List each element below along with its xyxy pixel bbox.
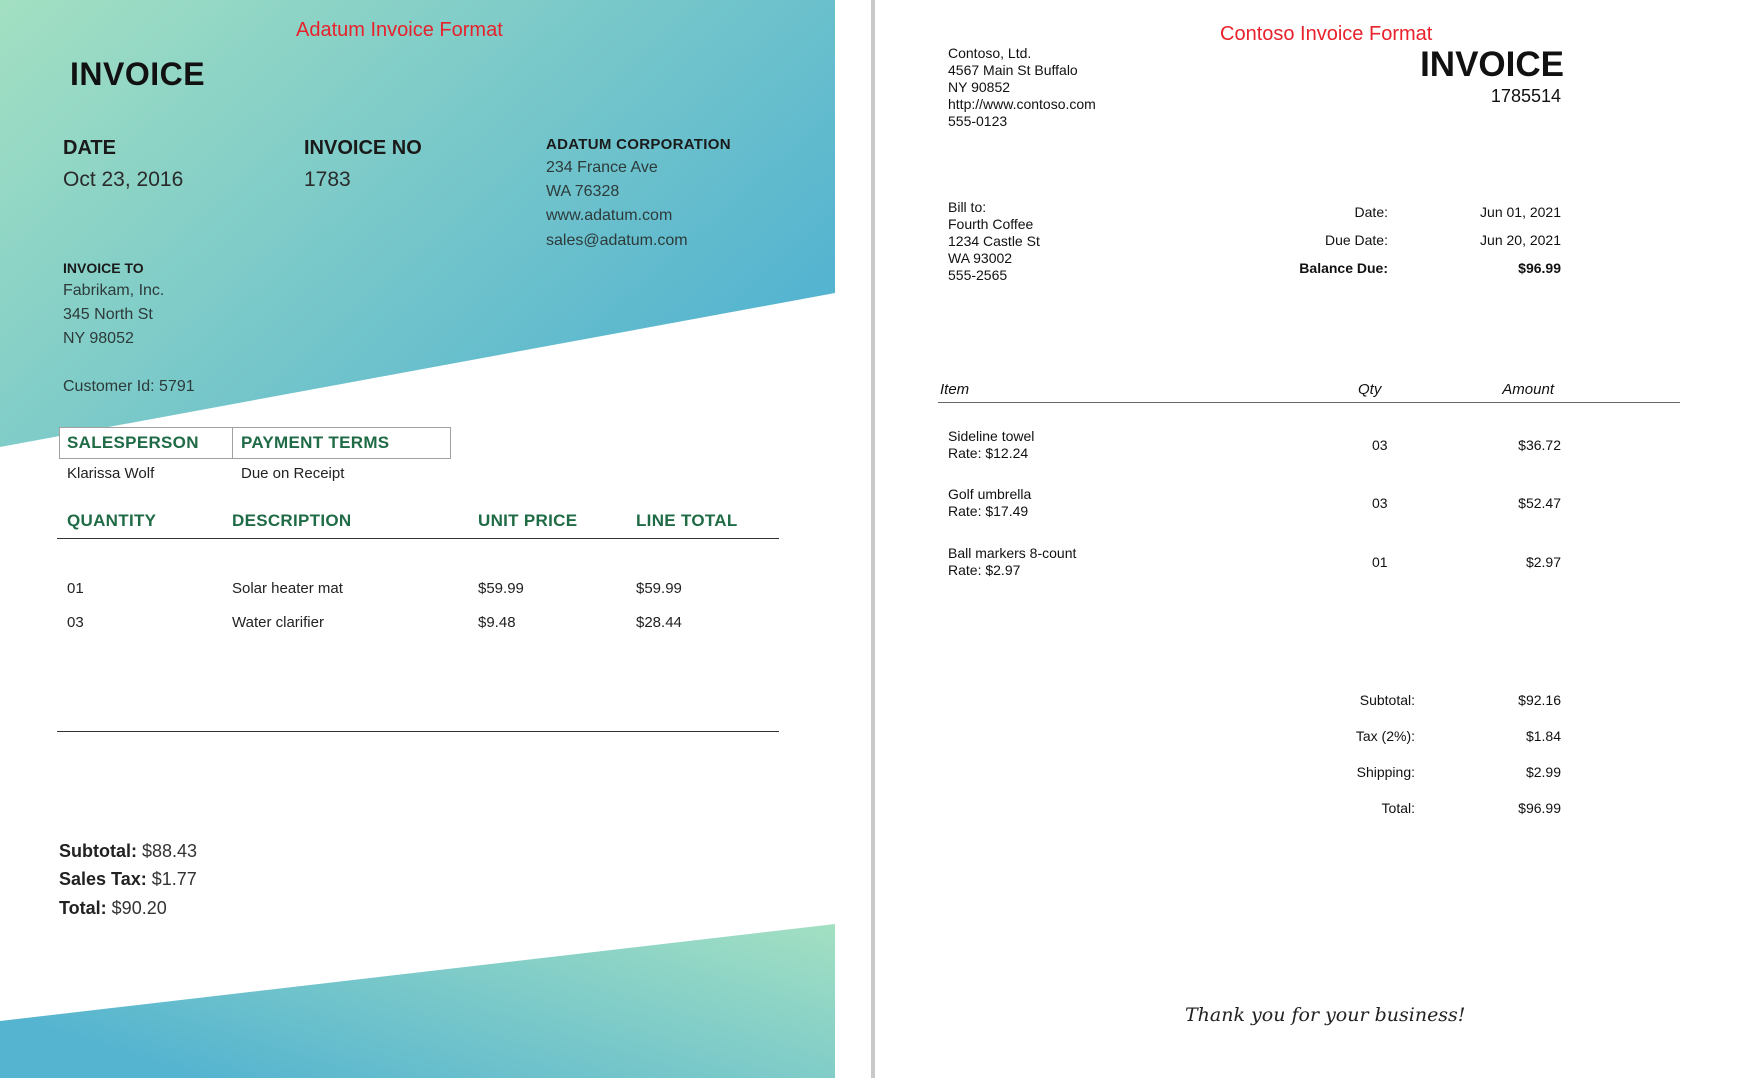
item-name: Sideline towel [948,428,1035,444]
item-amount: $52.47 [1518,495,1561,511]
bill-to-phone: 555-2565 [948,267,1008,283]
column-line-total: LINE TOTAL [636,511,738,530]
subtotal-line [59,841,197,862]
company-website: www.adatum.com [546,207,673,224]
item-amount: $2.97 [1525,554,1561,570]
invoice-no-label: INVOICE NO [304,137,422,159]
bill-to-state-zip: WA 93002 [948,250,1013,266]
subtotal-label: Subtotal: [59,841,137,861]
salesperson-value: Klarissa Wolf [67,465,155,482]
tax-label: Tax (2%): [1355,728,1415,744]
sales-tax-line [59,869,197,890]
company-state-zip: WA 76328 [546,183,620,200]
company-street: 4567 Main St Buffalo [948,62,1078,78]
due-date-value: Jun 20, 2021 [1480,232,1561,248]
total-label: Total: [1381,800,1415,816]
salesperson-terms-divider [232,427,233,459]
item-name: Golf umbrella [948,486,1032,502]
column-item: Item [940,381,970,398]
row-line-total: $28.44 [636,614,682,631]
column-qty: Qty [1358,381,1382,398]
shipping-value: $2.99 [1525,764,1561,780]
shipping-label: Shipping: [1356,764,1415,780]
format-title: Contoso Invoice Format [1220,23,1433,45]
bill-to-block [948,199,1040,284]
bill-to-name: Fourth Coffee [948,216,1034,232]
total-line [59,898,167,919]
payment-terms-label: PAYMENT TERMS [241,433,390,452]
thank-you-note: Thank you for your business! [1185,1004,1466,1026]
item-qty: 03 [1372,437,1388,453]
due-date-label: Due Date: [1324,232,1388,248]
date-label: Date: [1354,204,1388,220]
payment-terms-value: Due on Receipt [241,465,345,482]
sales-tax-value: $1.77 [151,869,197,889]
subtotal-label: Subtotal: [1359,692,1415,708]
row-quantity: 03 [67,614,84,631]
subtotal-value: $92.16 [1518,692,1561,708]
item-name-rate [948,428,1034,462]
contoso-invoice-page [875,0,1754,1078]
balance-due-value: $96.99 [1518,260,1561,276]
invoice-to-street: 345 North St [63,306,153,323]
row-line-total: $59.99 [636,580,682,597]
bill-to-label: Bill to: [948,199,987,215]
tax-value: $1.84 [1525,728,1561,744]
invoice-to-state-zip: NY 98052 [63,330,134,347]
table-header-rule [938,402,1680,403]
item-name: Ball markers 8-count [948,545,1077,561]
total-value: $96.99 [1518,800,1561,816]
total-label: Total: [59,898,107,918]
item-rate: Rate: $2.97 [948,562,1021,578]
invoice-number: 1785514 [1490,86,1561,106]
row-description: Water clarifier [232,614,324,631]
sales-tax-label: Sales Tax: [59,869,147,889]
subtotal-value: $88.43 [142,841,198,861]
salesperson-label: SALESPERSON [67,433,199,452]
item-rate: Rate: $17.49 [948,503,1029,519]
row-description: Solar heater mat [232,580,343,597]
company-address: 234 France Ave [546,159,658,176]
item-name-rate [948,545,1076,579]
adatum-invoice-page [0,0,835,1078]
company-block [948,45,1096,130]
invoice-no-value: 1783 [304,168,351,191]
company-email: sales@adatum.com [546,232,688,249]
invoice-title: INVOICE [1420,45,1564,84]
date-value: Oct 23, 2016 [63,168,184,191]
date-label: DATE [63,137,116,159]
column-unit-price: UNIT PRICE [478,511,578,530]
invoice-to-label: INVOICE TO [63,260,144,276]
bill-to-street: 1234 Castle St [948,233,1040,249]
column-quantity: QUANTITY [67,511,157,530]
column-amount: Amount [1502,381,1554,398]
item-rate: Rate: $12.24 [948,445,1029,461]
company-website: http://www.contoso.com [948,96,1096,112]
company-phone: 555-0123 [948,113,1008,129]
company-state-zip: NY 90852 [948,79,1011,95]
item-name-rate [948,486,1031,520]
bottom-gradient-shape [0,924,835,1078]
row-unit-price: $9.48 [478,614,516,631]
row-quantity: 01 [67,580,84,597]
item-amount: $36.72 [1518,437,1561,453]
total-value: $90.20 [111,898,167,918]
item-qty: 03 [1372,495,1388,511]
company-name: ADATUM CORPORATION [546,136,731,153]
column-description: DESCRIPTION [232,511,352,530]
customer-id: Customer Id: 5791 [63,378,195,395]
table-footer-rule [57,731,779,732]
item-qty: 01 [1372,554,1388,570]
format-title: Adatum Invoice Format [296,19,503,41]
date-value: Jun 01, 2021 [1480,204,1561,220]
table-header-rule [57,538,779,539]
invoice-to-company: Fabrikam, Inc. [63,282,165,299]
balance-due-label: Balance Due: [1299,260,1388,276]
company-name: Contoso, Ltd. [948,45,1032,61]
invoice-title: INVOICE [70,56,206,92]
row-unit-price: $59.99 [478,580,524,597]
